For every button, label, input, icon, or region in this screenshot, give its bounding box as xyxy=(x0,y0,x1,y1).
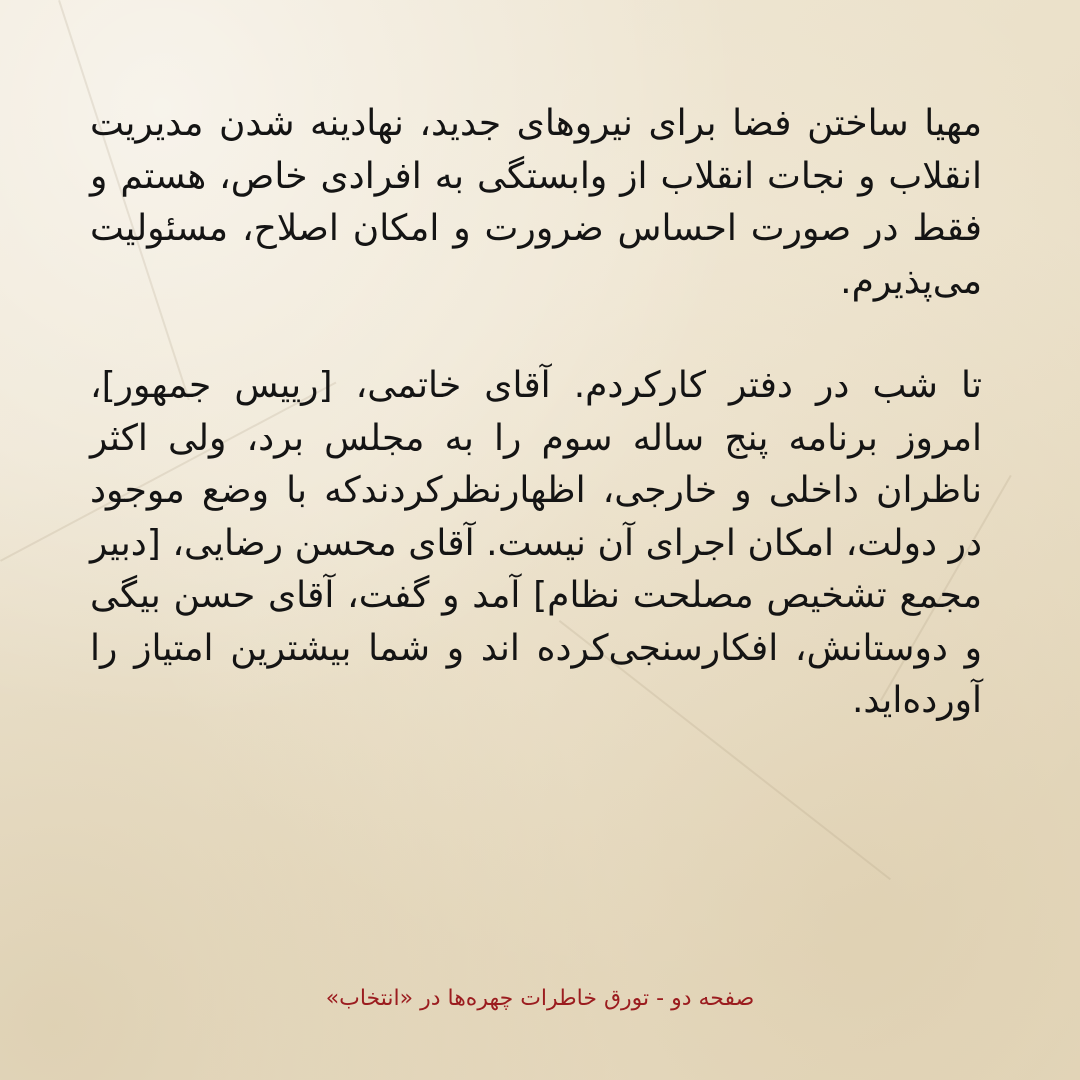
paragraph-2: تا شب در دفتر کارکردم. آقای خاتمی، [رییس جمهور]، امروز برنامه پنج ساله سوم را به مجلس برد، ولی اکثر ناظران داخلی و خارجی، اظهارنظرکردندکه با وضع موجود در دولت، امکان اجرای آن نیست. آقای محسن رضایی، [دبیر مجمع تشخیص مصلحت نظام] آمد و گفت، آقای حسن بیگی و دوستانش، افکارسنجی‌کرده اند و شما بیشترین امتیاز را آورده‌اید. xyxy=(90,365,982,721)
paragraph-1: مهیا ساختن فضا برای نیروهای جدید، نهادینه شدن مدیریت انقلاب و نجات انقلاب از وابستگی به افرادی خاص، هستم و فقط در صورت احساس ضرورت و امکان اصلاح، مسئولیت می‌پذیرم. xyxy=(90,103,982,302)
footer-caption: صفحه دو - تورق خاطرات چهره‌ها در «انتخاب» xyxy=(325,986,755,1011)
memoir-page xyxy=(90,98,982,728)
